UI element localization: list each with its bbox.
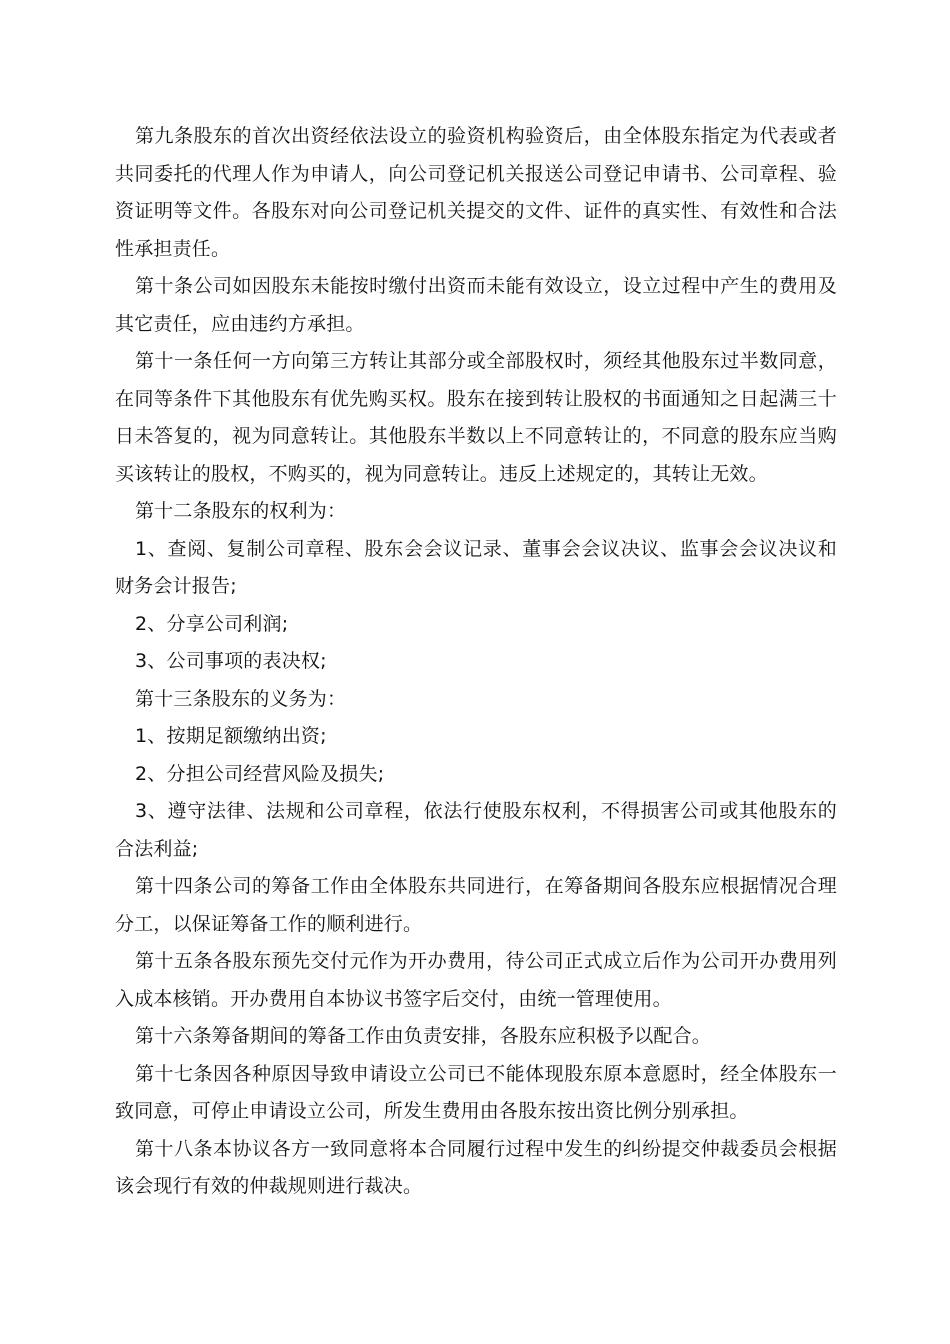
article-13-item-2: 2、分担公司经营风险及损失; (135, 762, 385, 785)
article-12-item-1: 1、查阅、复制公司章程、股东会会议记录、董事会会议决议、监事会会议决议和财务会计报告; (115, 537, 837, 597)
article-11-paragraph: 第十一条任何一方向第三方转让其部分或全部股权时，须经其他股东过半数同意，在同等条件下其他股东有优先购买权。股东在接到转让股权的书面通知之日起满三十日未答复的，视为同意转让。其他股东半数以上不同意转让的，不同意的股东应当购买该转让的股权，不购买的，视为同意转让。违反上述规定的，其转让无效。 (115, 350, 837, 485)
article-15-paragraph: 第十五条各股东预先交付元作为开办费用，待公司正式成立后作为公司开办费用列入成本核销。开办费用自本协议书签字后交付，由统一管理使用。 (115, 950, 837, 1010)
article-16-paragraph: 第十六条筹备期间的筹备工作由负责安排，各股东应积极予以配合。 (135, 1025, 712, 1047)
document-body (115, 118, 837, 1206)
article-12-item-3: 3、公司事项的表决权; (135, 650, 327, 672)
article-13-heading: 第十三条股东的义务为： (135, 687, 347, 710)
article-18-paragraph: 第十八条本协议各方一致同意将本合同履行过程中发生的纠纷提交仲裁委员会根据该会现行有效的仲裁规则进行裁决。 (115, 1137, 837, 1197)
article-10-paragraph: 第十条公司如因股东未能按时缴付出资而未能有效设立，设立过程中产生的费用及其它责任，应由违约方承担。 (115, 275, 837, 335)
article-12-heading: 第十二条股东的权利为： (135, 500, 347, 522)
article-13-item-3: 3、遵守法律、法规和公司章程，依法行使股东权利，不得损害公司或其他股东的合法利益; (115, 800, 837, 860)
article-9-paragraph: 第九条股东的首次出资经依法设立的验资机构验资后，由全体股东指定为代表或者共同委托的代理人作为申请人，向公司登记机关报送公司登记申请书、公司章程、验资证明等文件。各股东对向公司登记机关提交的文件、证件的真实性、有效性和合法性承担责任。 (115, 125, 837, 260)
article-12-item-2: 2、分享公司利润; (135, 612, 289, 635)
article-17-paragraph: 第十七条因各种原因导致申请设立公司已不能体现股东原本意愿时，经全体股东一致同意，可停止申请设立公司，所发生费用由各股东按出资比例分别承担。 (115, 1062, 837, 1122)
article-13-item-1: 1、按期足额缴纳出资; (135, 725, 327, 747)
article-14-paragraph: 第十四条公司的筹备工作由全体股东共同进行，在筹备期间各股东应根据情况合理分工，以保证筹备工作的顺利进行。 (115, 875, 837, 935)
